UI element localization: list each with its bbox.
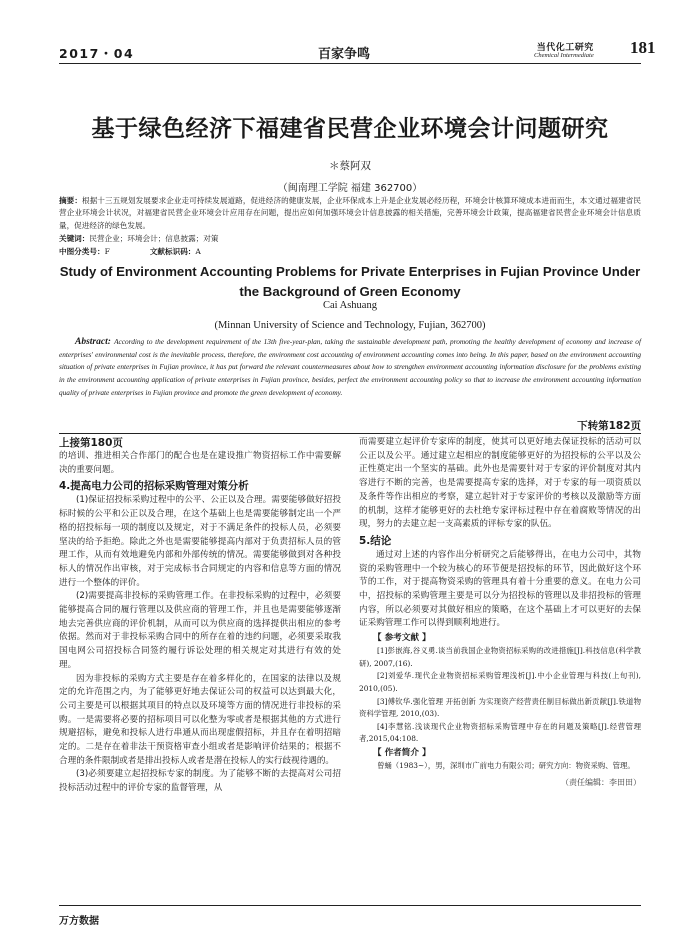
affiliation-cn: （闽南理工学院 福建 362700） (277, 183, 423, 194)
paragraph: (3)必须要建立起招投标专家的制度。为了能够不断的去提高对公司招投标活动过程中的评价专家的监督管理，从 (59, 769, 341, 794)
affiliation-en: (Minnan University of Science and Technology, Fujian, 362700) (214, 320, 486, 331)
doc-code-label: 文献标识码： (149, 247, 196, 256)
header-divider (59, 63, 641, 64)
footer-source: 万方数据 (59, 916, 99, 927)
issue-label: 2017・04 (59, 46, 135, 61)
reference-item: [2]刘爱华.现代企业物资招标采购管理浅析[J].中小企业管理与科技(上旬刊), 2010,(05). (359, 671, 641, 693)
clc-value: F (104, 247, 110, 256)
section-heading: 5.结论 (359, 534, 392, 547)
abstract-en-text: According to the development requirement of the 13th five-year-plan, taking the sustainable development path, promoting the healthy development of economy and increase of enterprises' environmental cost is the inevitable process, therefore, the environment cost accounting of environment accounting comes into being. In this paper, based on the environment accounting situation of private enterprises in Fujian province, it has put forward the relevant countermeasures about how to strengthen environment accounting information disclosure for the problems existing in the environment accounting application of private enterprises in Fujian province, besides, perfect the environment accounting policy so that to increase the environment accounting information quality of private enterprises in Fujian province and promote the green development of economy. (59, 337, 641, 397)
keywords-cn (59, 233, 641, 244)
author-bio-heading: 【 作者简介 】 (373, 747, 431, 758)
clc-label: 中图分类号： (59, 247, 105, 256)
body-divider (59, 433, 641, 434)
paragraph: 因为非投标的采购方式主要是存在着多样化的，在国家的法律以及规定的允许范围之内，为了能够更好地去保证公司的权益可以达到最大化，公司主要是可以根据其项目的特点以及环境等方面的情况进行非投标的采购。一是需要将必要的招标项目可以化整为零或者是根据其他的方式进行规避招标，避免和投标人进行串通从而出现虚假招标，并且存在着明招暗定的。二是存在着非法干预资格审查小组或者是影响评价结果的；根据不合理的条件限制或者是排出投标人或者是潜在投标人的实行歧视待遇的。 (59, 673, 341, 766)
doc-code-value: A (195, 247, 201, 256)
reference-item: [3]傅钦华.强化管理 开拓创新 为实现资产经营责任制目标做出新贡献[J].铁道物资科学管理, 2010,(03). (359, 696, 641, 719)
journal-name-en: Chemical Intermediate (534, 52, 594, 59)
paragraph: (2)需要提高非投标的采购管理工作。在非投标采购的过程中，必须要能够提高合同的履行管理以及供应商的管理工作，并且也是需要能够逐渐地去完善供应商的评价机制，从而可以为供应商的选择提供出相应的参考依据。然而对于非投标采购合同中的所存在着的违约问题，必须要采取我国电网公司招投标合同签约履行诉讼处理的相关规定对其进行有效的处理。 (59, 591, 341, 670)
paragraph: 通过对上述的内容作出分析研究之后能够得出，在电力公司中，其物资的采购管理中一个较为核心的环节便是招投标的环节，因此做好这个环节的工作，对于提高物资采购的管理具有着十分重要的意义。在电力公司中，招投标的采购管理主要是可以分为招投标的管理以及非招投标的管理内容，所以必须要对其做好相应的策略，在这个基础上才可以更好的去保证采购管理工作可以得到顺利地进行。 (359, 549, 641, 629)
body-column-right (359, 436, 641, 790)
classification-line (59, 246, 641, 257)
journal-name-cn: 当代化工研究 (536, 43, 594, 53)
abstract-cn-label: 摘要： (59, 196, 82, 205)
keywords-text: 民营企业；环境会计；信息披露；对策 (89, 234, 219, 243)
continued-to-note: 下转第182页 (577, 420, 641, 432)
author-bio: 曾蛹（1983~），男，深圳市广前电力有限公司；研究方向：物资采购、管理。 (377, 760, 635, 770)
article-title-en: Study of Environment Accounting Problems for Private Enterprises in Fujian Province Under the Background of Green Economy (59, 264, 641, 299)
column-name: 百家争鸣 (318, 47, 371, 62)
article-title-cn: 基于绿色经济下福建省民营企业环境会计问题研究 (91, 116, 609, 142)
continued-from-note: 上接第180页 (59, 437, 123, 449)
author-en: Cai Ashuang (323, 300, 377, 311)
references-heading: 【 参考文献 】 (373, 633, 431, 644)
journal-brand (534, 40, 594, 59)
section-heading: 4.提高电力公司的招标采购管理对策分析 (59, 480, 249, 493)
paragraph: (1)保证招投标采购过程中的公平、公正以及合理。需要能够做好招投标时候的公平和公正以及合理，在这个基础上也是需要能够制定出一个严格的招投标每一项的制度以及规定，对于不满足条件的投标人员，必须要坚决的给予拒绝。除此之外也是需要能够提高内部对于负责招标人员的管理工作，从而有效地避免内部和外部传统的情况。需要能够做到对各种投标人的情况作出审核，对于完成标书合同规定的内容和信息等方面的情况进行一个整体的评价。 (59, 495, 341, 588)
keywords-label: 关键词： (59, 234, 90, 243)
paragraph: 的培训、推进相关合作部门的配合也是在建设推广物资招标工作中需要解决的重要问题。 (59, 451, 341, 475)
footer-divider (59, 905, 641, 906)
abstract-en-label: Abstract (75, 337, 108, 347)
responsible-editor: （责任编辑：李田田） (561, 778, 641, 788)
page-number: 181 (630, 38, 656, 57)
abstract-cn-text: 根据十三五规划发展要求企业走可持续发展道路，促进经济的健康发展，企业环保成本上升是企业发展必经历程，环境会计核算环境成本进而而生，本文通过福建省民营企业环境会计状况，对福建省民营企业环境会计应用存在问题，提出应如何加强环境会计信息披露的相关措施，完善环境会计政策，提高福建省民营企业环境会计信息质量，促进经济的绿色发展。 (59, 196, 641, 230)
paragraph: 而需要建立起评价专家库的制度，使其可以更好地去保证投标的活动可以公正以及公平。通过建立起相应的制度能够更好的为招投标的公平以及公正性奠定出一个坚实的基础。此外也是需要针对于专家的评价制度对其内容进行不断的完善，也是需要提高专家的选择，对于专家的每一项资质以及条件等作出相应的考察，建立起针对于专家评价的考核以及激励等方面的机制，这样才能够更好的去杜绝专家评标过程中存在着腐败等情况的出现，努力的去建立起一支高素质的评标专家的队伍。 (359, 437, 641, 530)
abstract-cn (59, 195, 641, 232)
reference-item: [4]李慧铭.浅谈现代企业物资招标采购管理中存在的问题及策略[J].经营管理者,2015,04:108. (359, 721, 641, 744)
author-cn: ＊蔡阿双 (329, 160, 371, 172)
body-column-left (59, 436, 341, 796)
abstract-en: Abstract: According to the development requirement of the 13th five-year-plan, taking the sustainable development path, promoting the healthy development of economy and increase of enterprises' environmental cost is the inevitable process, therefore, the environment cost accounting of environment accounting comes into being. In this paper, based on the environment accounting situation of private enterprises in Fujian province, it has put forward the relevant countermeasures about how to strengthen environment accounting information disclosure for the problems existing in the environment accounting application of private enterprises in Fujian province, besides, perfect the environment accounting policy so that to increase the environment accounting information quality of private enterprises in Fujian province and promote the green development of economy. (59, 337, 641, 397)
reference-item: [1]彭嵌海,谷义勇.谈当前我国企业物资招标采购的改进措施[J].科技信息(科学教研), 2007,(16). (359, 646, 641, 668)
